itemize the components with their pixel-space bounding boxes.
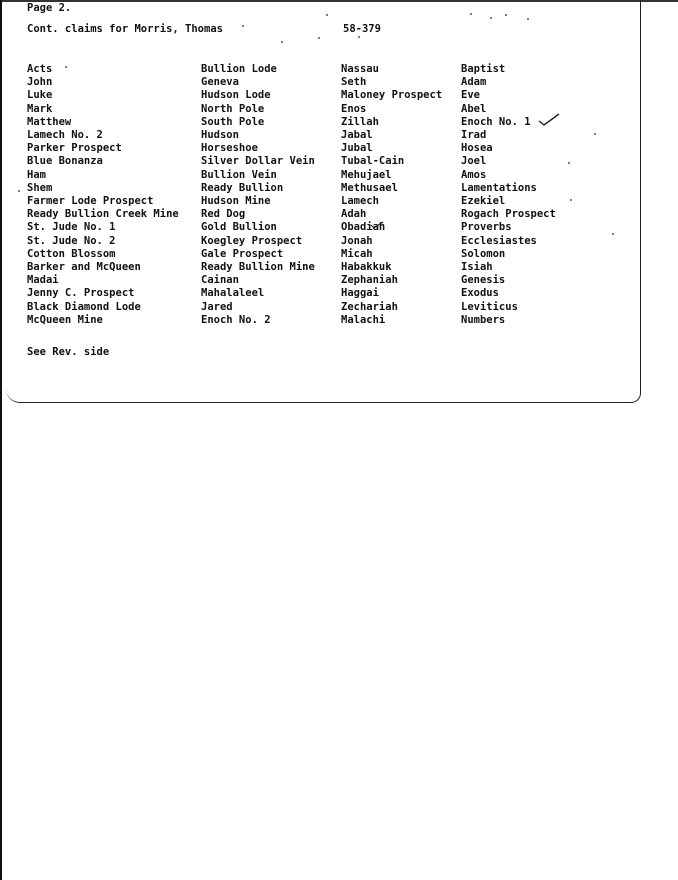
- claim-name: Hudson: [201, 129, 239, 142]
- claim-name: Zechariah: [341, 300, 398, 313]
- claim-name: Hudson Lode: [201, 89, 271, 102]
- claim-name: Methusael: [341, 181, 398, 194]
- page-label: Page 2.: [27, 2, 72, 14]
- claim-name: Zephaniah: [341, 274, 398, 287]
- claim-name: Gale Prospect: [201, 247, 284, 260]
- claim-name: Ham: [27, 168, 46, 181]
- claim-name: Matthew: [27, 115, 72, 128]
- claim-name: North Pole: [201, 102, 265, 115]
- claim-name: Acts: [27, 63, 53, 75]
- scan-speck: [527, 18, 529, 20]
- claim-name: Jabal: [341, 129, 373, 142]
- scan-speck: [505, 14, 507, 16]
- claim-name: Seth: [341, 76, 367, 89]
- claim-name: Malachi: [341, 313, 386, 326]
- case-number: 58-379: [343, 23, 381, 35]
- claim-name: Luke: [27, 89, 53, 102]
- claim-name: Cainan: [201, 274, 239, 287]
- claim-name: St. Jude No. 2: [27, 234, 116, 247]
- scan-speck: [326, 14, 328, 16]
- claim-name: Amos: [461, 168, 487, 181]
- claim-name: Joel: [461, 155, 487, 168]
- claim-name: Habakkuk: [341, 261, 392, 274]
- claim-name: Bullion Vein: [201, 168, 277, 181]
- claim-name: Mehujael: [341, 168, 392, 181]
- claim-name: Numbers: [461, 313, 506, 326]
- scan-speck: [65, 66, 67, 68]
- claim-name: Abel: [461, 102, 487, 115]
- claim-name: Ecclesiastes: [461, 234, 537, 247]
- claim-name: Madai: [27, 274, 59, 287]
- claim-name: Zillah: [341, 115, 379, 128]
- claims-column-4: [461, 63, 556, 327]
- claim-name: Leviticus: [461, 300, 518, 313]
- footer-note: See Rev. side: [27, 346, 110, 358]
- claim-name: Hudson Mine: [201, 195, 271, 208]
- claim-name: Silver Dollar Vein: [201, 155, 315, 168]
- claim-name: Ready Bullion Mine: [201, 261, 315, 274]
- claim-name: Ezekiel: [461, 195, 506, 208]
- claim-name: Proverbs: [461, 221, 512, 234]
- claim-name: Jonah: [341, 234, 373, 247]
- check-mark-icon: [370, 220, 384, 230]
- claim-name: Enoch No. 2: [201, 313, 271, 326]
- scan-speck: [594, 133, 596, 135]
- claim-name: Horseshoe: [201, 142, 258, 155]
- claim-name: Geneva: [201, 76, 239, 89]
- claim-name: Exodus: [461, 287, 499, 300]
- claim-name: Hosea: [461, 142, 493, 155]
- claims-column-3: [341, 63, 442, 327]
- scan-speck: [570, 199, 572, 201]
- claims-column-2: [201, 63, 315, 327]
- document-title: Cont. claims for Morris, Thomas: [27, 23, 223, 35]
- claim-name: Parker Prospect: [27, 142, 122, 155]
- scan-speck: [612, 233, 614, 235]
- claim-name: Maloney Prospect: [341, 89, 443, 102]
- claim-name: Lamech: [341, 195, 379, 208]
- claim-name: Ready Bullion: [201, 181, 284, 194]
- claim-name: Black Diamond Lode: [27, 300, 141, 313]
- claim-name: Cotton Blossom: [27, 247, 116, 260]
- claim-name: Shem: [27, 181, 53, 194]
- scan-speck: [470, 13, 472, 15]
- claim-name: Red Dog: [201, 208, 246, 221]
- claim-name: South Pole: [201, 115, 265, 128]
- claim-name: Obadiah: [341, 221, 386, 234]
- claim-name: Rogach Prospect: [461, 208, 556, 221]
- claim-name: Eve: [461, 89, 480, 102]
- claim-name: St. Jude No. 1: [27, 221, 116, 234]
- claim-name: Lamentations: [461, 181, 537, 194]
- check-mark-icon: [538, 113, 560, 127]
- claim-name: Micah: [341, 247, 373, 260]
- claim-name: Solomon: [461, 247, 506, 260]
- claim-name: Enos: [341, 102, 367, 115]
- claim-name: Koegley Prospect: [201, 234, 303, 247]
- claim-name: McQueen Mine: [27, 313, 103, 326]
- claim-name: Enoch No. 1: [461, 115, 531, 128]
- claim-name: Ready Bullion Creek Mine: [27, 208, 179, 221]
- scan-speck: [18, 190, 20, 192]
- claim-name: Mark: [27, 102, 53, 115]
- claim-name: Adah: [341, 208, 367, 221]
- scan-speck: [242, 25, 244, 27]
- claim-name: Jubal: [341, 142, 373, 155]
- scan-speck: [568, 162, 570, 164]
- claim-name: Isiah: [461, 261, 493, 274]
- claim-name: Irad: [461, 129, 487, 142]
- scan-speck: [318, 37, 320, 39]
- claim-name: Gold Bullion: [201, 221, 277, 234]
- claim-name: Baptist: [461, 63, 506, 75]
- claim-name: Bullion Lode: [201, 63, 277, 75]
- claim-name: Jared: [201, 300, 233, 313]
- claim-name: John: [27, 76, 53, 89]
- claim-name: Adam: [461, 76, 487, 89]
- scan-speck: [490, 17, 492, 19]
- claim-name: Jenny C. Prospect: [27, 287, 135, 300]
- claim-name: Barker and McQueen: [27, 261, 141, 274]
- claims-column-1: [27, 63, 179, 327]
- claim-name: Haggai: [341, 287, 379, 300]
- claim-name: Farmer Lode Prospect: [27, 195, 154, 208]
- claim-name: Tubal-Cain: [341, 155, 405, 168]
- page-left-edge: [0, 0, 2, 880]
- claim-name: Genesis: [461, 274, 506, 287]
- claim-name: Lamech No. 2: [27, 129, 103, 142]
- claim-name: Blue Bonanza: [27, 155, 103, 168]
- claim-name: Nassau: [341, 63, 379, 75]
- claim-name: Mahalaleel: [201, 287, 265, 300]
- scan-speck: [281, 41, 283, 43]
- scan-speck: [358, 36, 360, 38]
